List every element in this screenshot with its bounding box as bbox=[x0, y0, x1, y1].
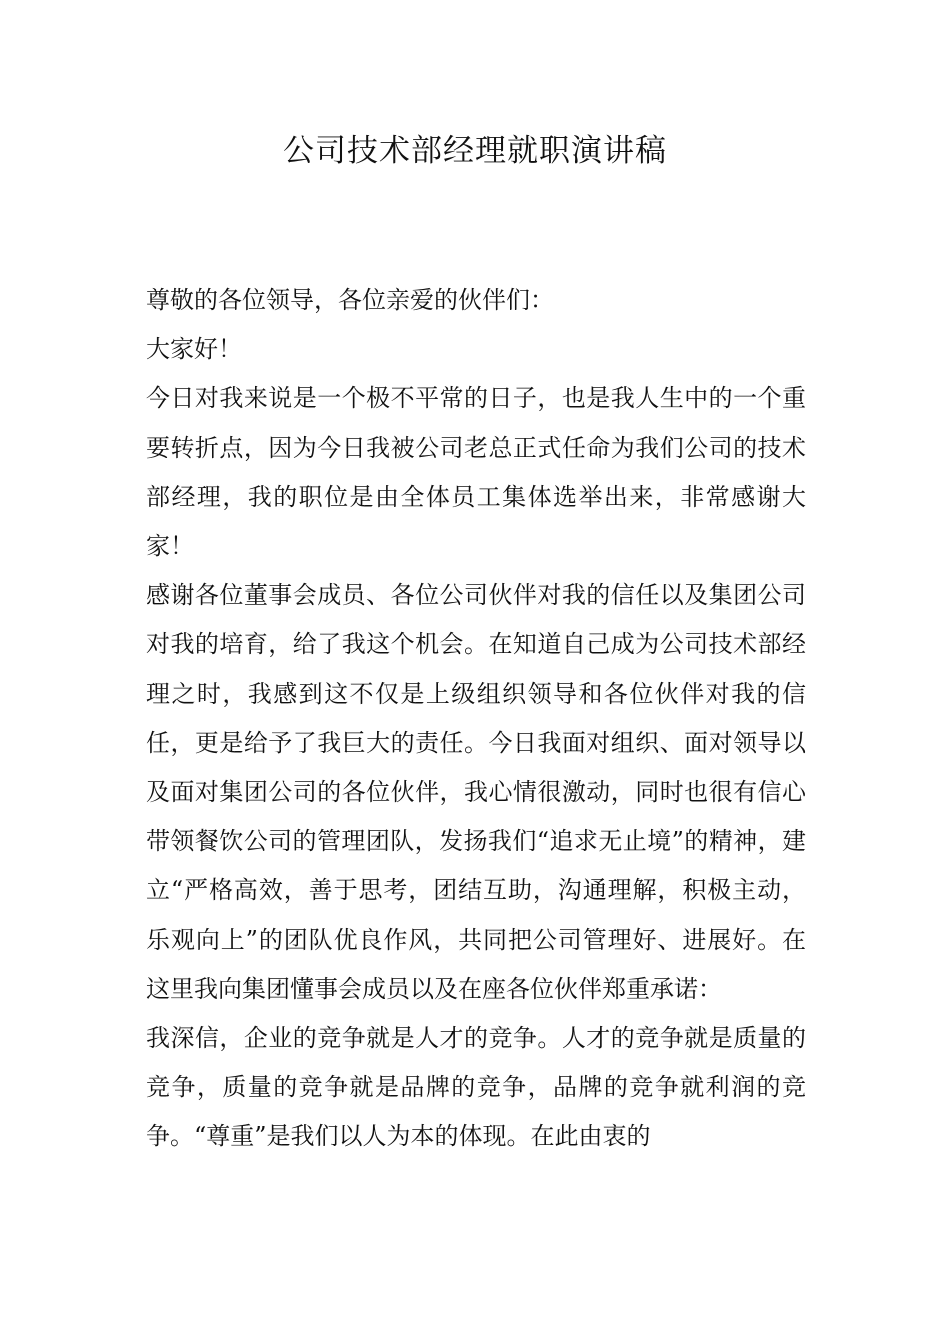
paragraph-greeting: 大家好！ bbox=[146, 335, 242, 364]
paragraph-competition: 我深信，企业的竞争就是人才的竞争。人才的竞争就是质量的竞争，质量的竞争就是品牌的竞争，品牌的竞争就利润的竞争。“尊重”是我们以人为本的体现。在此由衷的 bbox=[146, 1024, 806, 1151]
paragraph-thanks: 感谢各位董事会成员、各位公司伙伴对我的信任以及集团公司对我的培育，给了我这个机会。在知道自己成为公司技术部经理之时，我感到这不仅是上级组织领导和各位伙伴对我的信任，更是给予了我巨大的责任。今日我面对组织、面对领导以及面对集团公司的各位伙伴，我心情很激动，同时也很有信心带领餐饮公司的管理团队，发扬我们“追求无止境”的精神，建立“严格高效，善于思考，团结互助，沟通理解，积极主动，乐观向上”的团队优良作风，共同把公司管理好、进展好。在这里我向集团懂事会成员以及在座各位伙伴郑重承诺： bbox=[146, 581, 806, 1003]
paragraph-appointment: 今日对我来说是一个极不平常的日子，也是我人生中的一个重要转折点，因为今日我被公司老总正式任命为我们公司的技术部经理，我的职位是由全体员工集体选举出来，非常感谢大家！ bbox=[146, 384, 806, 561]
paragraph-salutation: 尊敬的各位领导，各位亲爱的伙伴们： bbox=[146, 286, 554, 314]
document-title: 公司技术部经理就职演讲稿 bbox=[283, 133, 667, 169]
document-body bbox=[146, 276, 806, 1162]
